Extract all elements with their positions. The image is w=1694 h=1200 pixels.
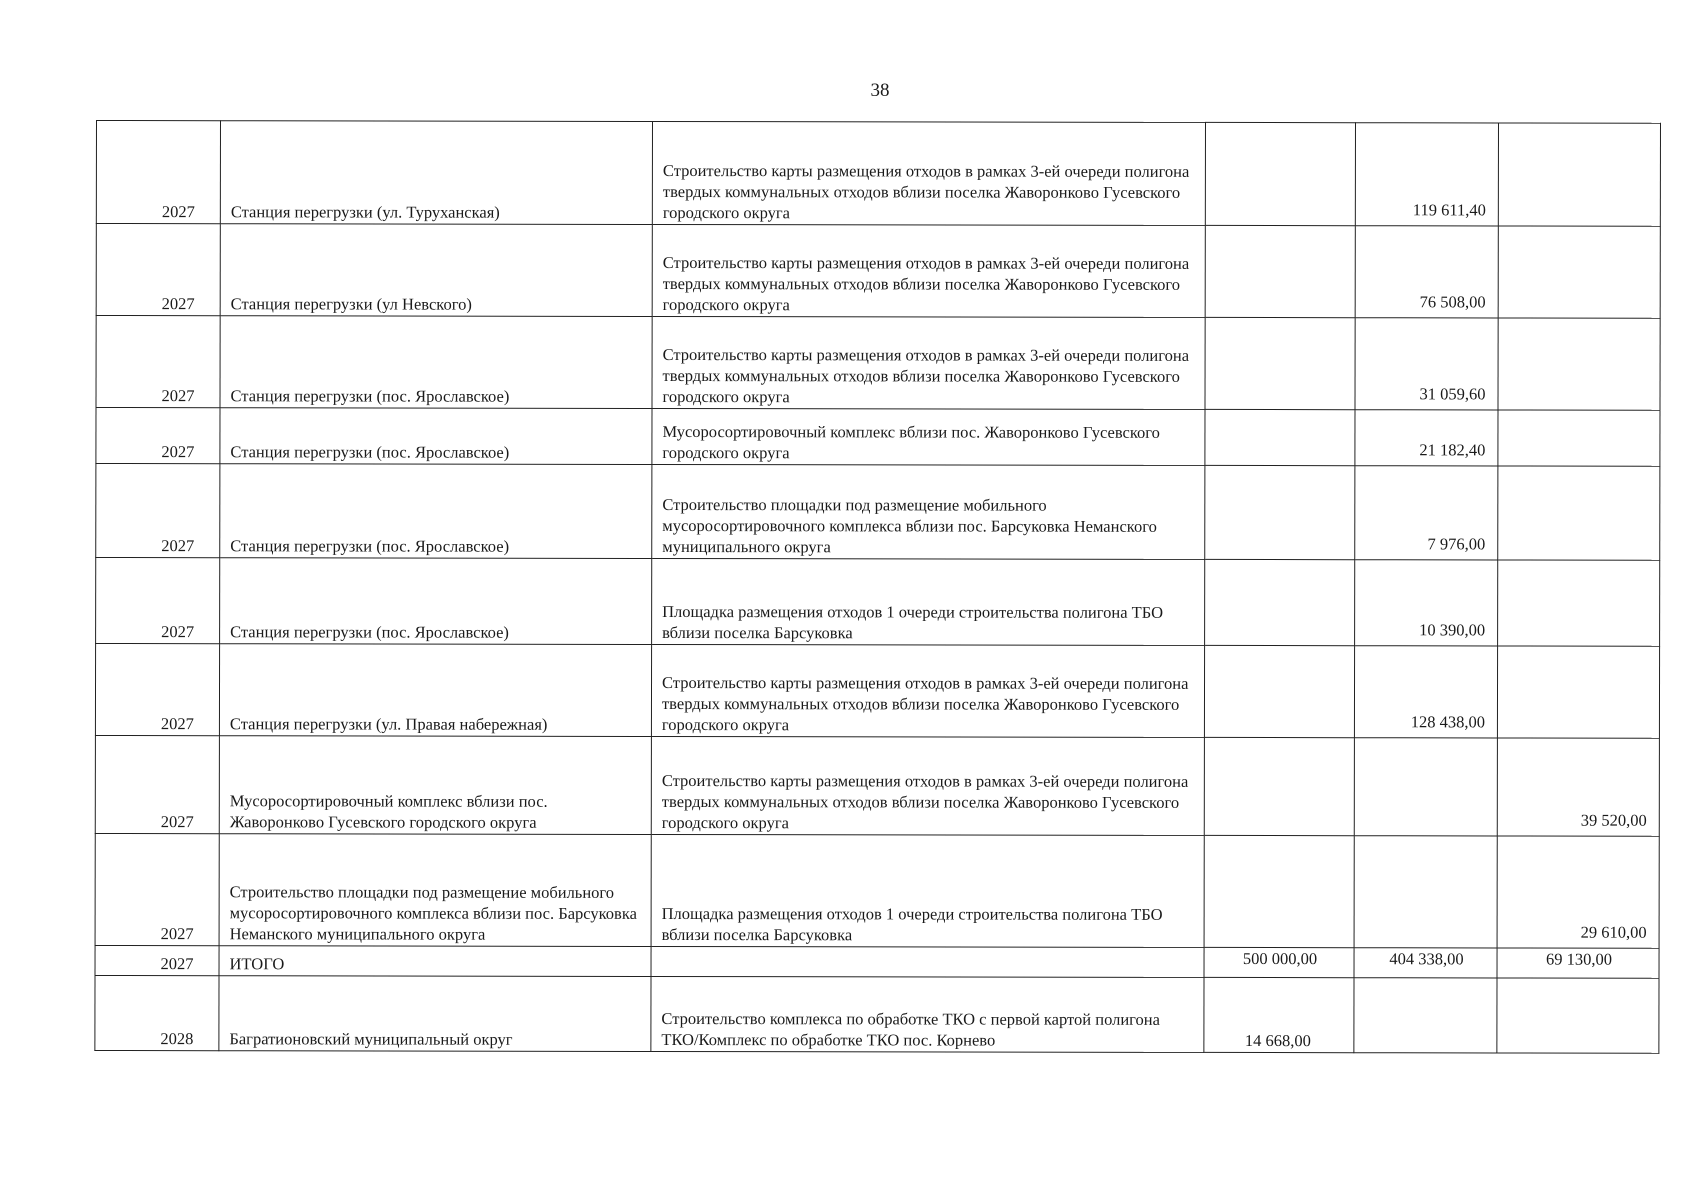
description-cell: Строительство комплекса по обработке ТКО с первой картой полигона ТКО/Комплекс по обработке ТКО пос. Корнево — [651, 976, 1204, 1052]
year-cell: 2027 — [96, 316, 220, 408]
table-row — [95, 833, 1659, 948]
amount-cell-c — [1498, 410, 1660, 466]
year-cell: 2027 — [95, 644, 219, 736]
amount-value: 119 611,40 — [1412, 200, 1486, 220]
amount-cell-a — [1205, 409, 1355, 465]
amount-cell-c — [1498, 560, 1660, 646]
amount-cell-c — [1498, 466, 1660, 560]
table-row — [95, 975, 1659, 1053]
year-cell: 2028 — [95, 975, 219, 1050]
amount-cell-c — [1497, 646, 1659, 738]
table-row — [95, 735, 1659, 836]
year-cell: 2027 — [96, 408, 220, 464]
amount-cell-b — [1354, 646, 1497, 738]
object-name-cell: Мусоросортировочный комплекс вблизи пос. Жаворонково Гусевского городского округа — [219, 736, 651, 835]
description-cell: Строительство карты размещения отходов в рамках 3-ей очереди полигона твердых коммунальных отходов вблизи поселка Жаворонково Гусевского городского округа — [651, 736, 1204, 835]
amount-cell-a — [1204, 737, 1354, 835]
amount-cell-c — [1497, 978, 1659, 1053]
amount-cell-c — [1497, 836, 1659, 948]
description-cell: Строительство карты размещения отходов в рамках 3-ей очереди полигона твердых коммунальных отходов вблизи поселка Жаворонково Гусевского городского округа — [652, 316, 1205, 409]
description-cell: Строительство карты размещения отходов в рамках 3-ей очереди полигона твердых коммунальных отходов вблизи поселка Жаворонково Гусевского городского округа — [652, 121, 1205, 225]
amount-value: 76 508,00 — [1419, 292, 1486, 312]
amount-value: 10 390,00 — [1419, 620, 1486, 640]
table-row — [96, 408, 1660, 467]
amount-cell-a — [1205, 559, 1355, 645]
amount-cell-c — [1498, 318, 1660, 410]
amount-cell-a — [1204, 645, 1354, 737]
table-row — [96, 316, 1660, 411]
table-row — [96, 121, 1660, 227]
year-cell: 2027 — [96, 558, 220, 644]
year-cell: 2027 — [96, 121, 220, 224]
amount-cell-a — [1204, 835, 1354, 947]
page-number: 38 — [870, 80, 890, 101]
amount-cell-a — [1205, 122, 1355, 225]
amount-value: 7 976,00 — [1427, 534, 1486, 554]
table-row — [95, 644, 1659, 739]
total-label: ИТОГО — [219, 946, 651, 977]
amount-value: 31 059,60 — [1419, 384, 1486, 404]
amount-cell-c — [1498, 226, 1660, 318]
amount-value: 128 438,00 — [1410, 712, 1485, 732]
amount-value: 21 182,40 — [1419, 440, 1486, 460]
amount-cell-a — [1205, 465, 1355, 559]
table-row — [96, 224, 1660, 319]
object-name-cell: Станция перегрузки (ул. Правая набережная) — [219, 644, 651, 737]
description-cell: Строительство карты размещения отходов в рамках 3-ей очереди полигона твердых коммунальных отходов вблизи поселка Жаворонково Гусевского городского округа — [651, 644, 1204, 737]
amount-cell-b — [1355, 318, 1498, 410]
table-row — [96, 558, 1660, 647]
object-name-cell: Багратионовский муниципальный округ — [219, 976, 651, 1052]
amount-cell-b — [1355, 560, 1498, 646]
description-cell — [651, 946, 1204, 977]
year-cell: 2027 — [96, 464, 220, 558]
year-cell: 2027 — [96, 224, 220, 316]
description-cell: Площадка размещения отходов 1 очереди строительства полигона ТБО вблизи поселка Барсуковка — [652, 558, 1205, 645]
amount-cell-b — [1355, 466, 1498, 560]
table-row — [96, 464, 1660, 561]
amount-cell-b — [1354, 738, 1497, 836]
amount-cell-b — [1355, 410, 1498, 466]
amount-value: 39 520,00 — [1580, 810, 1647, 830]
object-name-cell: Станция перегрузки (пос. Ярославское) — [220, 464, 652, 559]
amount-cell-b — [1354, 836, 1497, 948]
object-name-cell: Станция перегрузки (пос. Ярославское) — [220, 558, 652, 645]
description-cell: Мусоросортировочный комплекс вблизи пос. Жаворонково Гусевского городского округа — [652, 408, 1205, 465]
amount-cell-c — [1497, 738, 1659, 836]
amount-cell-a: 14 668,00 — [1204, 977, 1354, 1052]
total-amount-a: 500 000,00 — [1204, 947, 1354, 977]
description-cell: Строительство карты размещения отходов в рамках 3-ей очереди полигона твердых коммунальных отходов вблизи поселка Жаворонково Гусевского городского округа — [652, 224, 1205, 317]
amount-cell-b — [1355, 226, 1498, 318]
description-cell: Строительство площадки под размещение мобильного мусоросортировочного комплекса вблизи пос. Барсуковка Неманского муниципального округа — [652, 464, 1205, 559]
table-row-total — [95, 945, 1659, 978]
year-cell: 2027 — [95, 735, 219, 833]
description-cell: Площадка размещения отходов 1 очереди строительства полигона ТБО вблизи поселка Барсуковка — [651, 834, 1204, 947]
amount-value: 29 610,00 — [1580, 922, 1647, 942]
object-name-cell: Станция перегрузки (пос. Ярославское) — [220, 316, 652, 409]
total-amount-c: 69 130,00 — [1497, 948, 1659, 978]
funding-table — [94, 120, 1661, 1054]
amount-cell-a — [1205, 225, 1355, 317]
amount-cell-a — [1205, 317, 1355, 409]
object-name-cell: Станция перегрузки (пос. Ярославское) — [220, 408, 652, 465]
amount-cell-c — [1498, 123, 1660, 226]
amount-cell-b — [1355, 123, 1498, 226]
object-name-cell: Станция перегрузки (ул Невского) — [220, 224, 652, 317]
object-name-cell: Строительство площадки под размещение мобильного мусоросортировочного комплекса вблизи пос. Барсуковка Неманского муниципального округа — [219, 834, 651, 947]
amount-cell-b — [1354, 978, 1497, 1053]
total-amount-b: 404 338,00 — [1354, 948, 1497, 978]
year-cell: 2027 — [95, 833, 219, 945]
object-name-cell: Станция перегрузки (ул. Туруханская) — [220, 121, 652, 225]
year-cell: 2027 — [95, 945, 219, 975]
